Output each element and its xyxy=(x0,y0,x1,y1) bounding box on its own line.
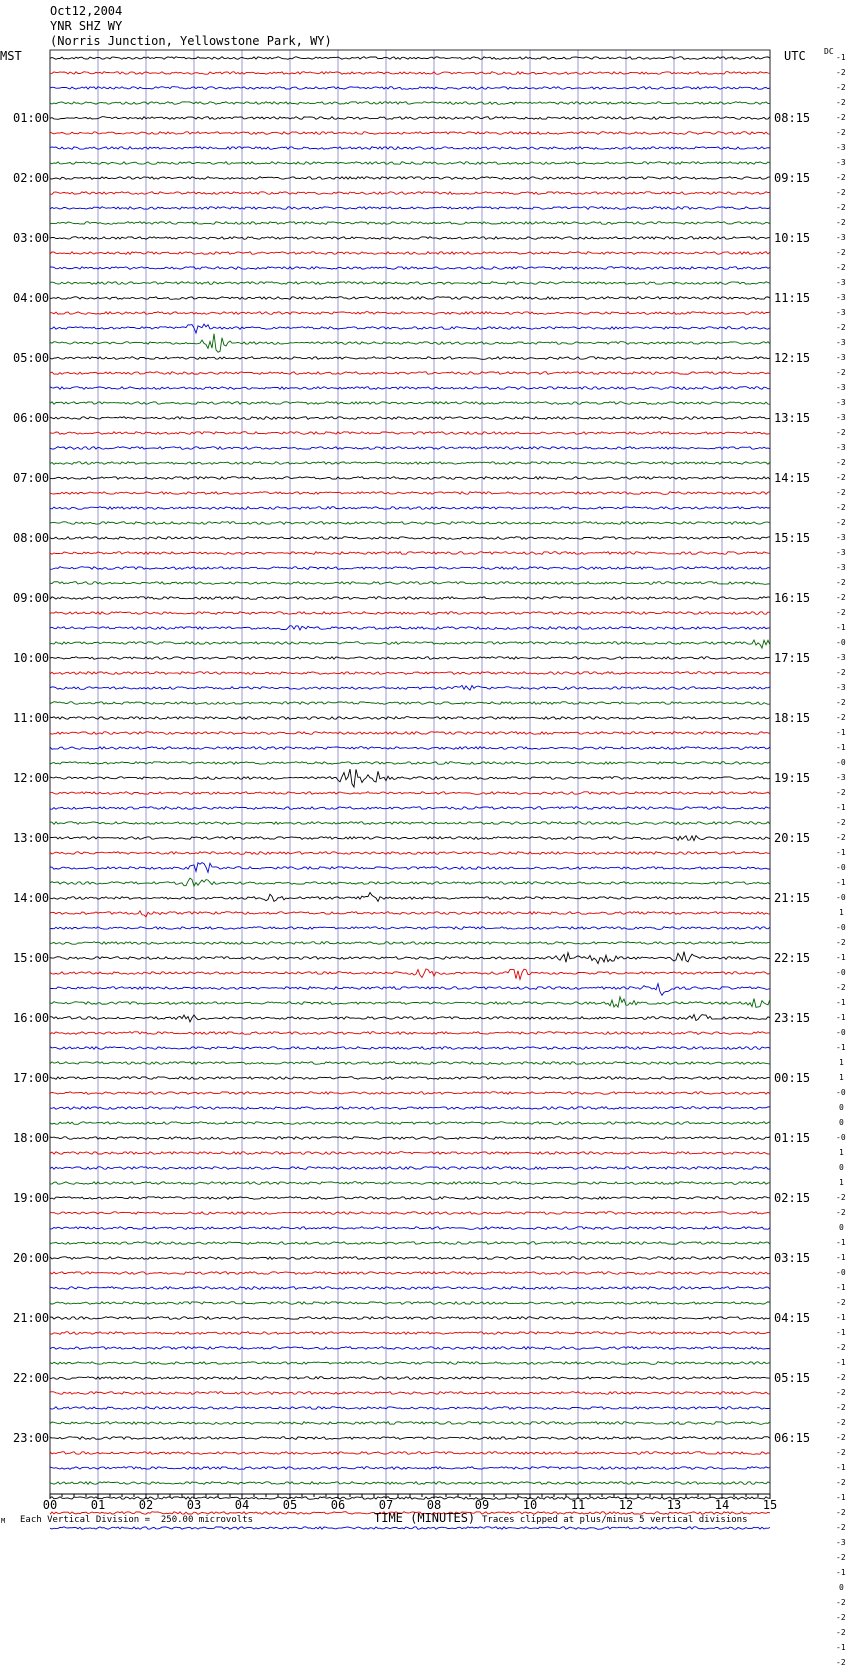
trace-22 xyxy=(50,387,770,390)
trace-50 xyxy=(50,807,770,810)
trace-46 xyxy=(50,747,770,750)
dc-offset-label: -2 xyxy=(836,1508,846,1517)
utc-hour-label: 21:15 xyxy=(774,891,811,905)
dc-offset-label: -3 xyxy=(836,653,846,662)
utc-hour-label: 03:15 xyxy=(774,1251,811,1265)
trace-41 xyxy=(50,672,770,675)
corner-mark: M xyxy=(1,1517,6,1525)
trace-38 xyxy=(50,626,770,630)
trace-14 xyxy=(50,267,770,270)
trace-65 xyxy=(50,1032,770,1035)
dc-offset-label: -3 xyxy=(836,443,846,452)
trace-16 xyxy=(50,297,770,300)
x-tick-label: 04 xyxy=(234,1498,250,1512)
trace-68 xyxy=(50,1077,770,1080)
dc-offset-label: -0 xyxy=(836,893,846,902)
x-tick-label: 15 xyxy=(762,1498,778,1512)
trace-15 xyxy=(50,282,770,285)
scale-note: Each Vertical Division = 250.00 microvolts xyxy=(20,1515,253,1525)
utc-hour-label: 20:15 xyxy=(774,831,811,845)
utc-hour-label: 12:15 xyxy=(774,351,811,365)
trace-4 xyxy=(50,117,770,120)
utc-hour-label: 02:15 xyxy=(774,1191,811,1205)
dc-offset-label: -3 xyxy=(836,413,846,422)
trace-87 xyxy=(50,1362,770,1365)
trace-12 xyxy=(50,237,770,240)
clip-note: Traces clipped at plus/minus 5 vertical divisions xyxy=(482,1515,748,1525)
minute-grid xyxy=(50,50,770,1494)
utc-hour-label: 16:15 xyxy=(774,591,811,605)
dc-offset-label: -0 xyxy=(836,968,846,977)
dc-offset-label: -2 xyxy=(836,518,846,527)
dc-offset-label: -3 xyxy=(836,398,846,407)
trace-61 xyxy=(50,969,770,980)
trace-47 xyxy=(50,762,770,765)
trace-96 xyxy=(50,1497,770,1500)
mst-hour-label: 22:00 xyxy=(13,1371,50,1385)
trace-23 xyxy=(50,402,770,405)
dc-offset-label: -0 xyxy=(836,863,846,872)
mst-hour-label: 19:00 xyxy=(13,1191,50,1205)
dc-offset-label: -3 xyxy=(836,533,846,542)
dc-offset-label: -2 xyxy=(836,473,846,482)
dc-offset-label: -2 xyxy=(836,1418,846,1427)
trace-62 xyxy=(50,984,770,996)
dc-offset-label: -0 xyxy=(836,1088,846,1097)
trace-29 xyxy=(50,492,770,495)
trace-56 xyxy=(50,893,770,902)
utc-hour-label: 04:15 xyxy=(774,1311,811,1325)
dc-offset-label: -2 xyxy=(836,1598,846,1607)
trace-98 xyxy=(50,1527,770,1530)
mst-hour-label: 16:00 xyxy=(13,1011,50,1025)
dc-offset-label: -2 xyxy=(836,368,846,377)
x-tick-label: 11 xyxy=(570,1498,586,1512)
x-tick-label: 14 xyxy=(714,1498,730,1512)
trace-73 xyxy=(50,1152,770,1155)
dc-offset-label: -1 xyxy=(836,1643,846,1652)
dc-offset-label: -1 xyxy=(836,1313,846,1322)
dc-offset-label: -3 xyxy=(836,158,846,167)
dc-offset-label: -3 xyxy=(836,233,846,242)
dc-offset-label: -1 xyxy=(836,1463,846,1472)
trace-9 xyxy=(50,192,770,195)
utc-hour-label: 23:15 xyxy=(774,1011,811,1025)
dc-offset-label: -2 xyxy=(836,713,846,722)
dc-offset-label: -2 xyxy=(836,833,846,842)
trace-53 xyxy=(50,852,770,855)
x-axis-title: TIME (MINUTES) xyxy=(374,1511,476,1525)
dc-offset-label: -2 xyxy=(836,1343,846,1352)
dc-offset-label: -2 xyxy=(836,113,846,122)
trace-13 xyxy=(50,252,770,255)
trace-19 xyxy=(50,334,770,353)
mst-hour-label: 03:00 xyxy=(13,231,50,245)
dc-offset-label: -3 xyxy=(836,338,846,347)
trace-69 xyxy=(50,1092,770,1095)
dc-offset-label: -1 xyxy=(836,1328,846,1337)
trace-27 xyxy=(50,462,770,465)
trace-45 xyxy=(50,732,770,735)
trace-89 xyxy=(50,1392,770,1395)
trace-71 xyxy=(50,1122,770,1125)
mst-hour-label: 04:00 xyxy=(13,291,50,305)
dc-offset-label: -1 xyxy=(836,623,846,632)
dc-offset-label: -1 xyxy=(836,1043,846,1052)
trace-81 xyxy=(50,1272,770,1275)
utc-hour-label: 00:15 xyxy=(774,1071,811,1085)
trace-51 xyxy=(50,822,770,825)
trace-72 xyxy=(50,1137,770,1140)
trace-42 xyxy=(50,685,770,690)
x-tick-label: 09 xyxy=(474,1498,490,1512)
dc-offset-label: -2 xyxy=(836,1523,846,1532)
dc-offset-label: -2 xyxy=(836,1553,846,1562)
dc-offset-label: -2 xyxy=(836,1298,846,1307)
dc-offset-label: -0 xyxy=(836,1028,846,1037)
trace-31 xyxy=(50,522,770,525)
trace-77 xyxy=(50,1212,770,1215)
dc-offset-label: -2 xyxy=(836,128,846,137)
x-tick-label: 02 xyxy=(138,1498,154,1512)
dc-offset-label: -2 xyxy=(836,1448,846,1457)
dc-offset-label: -2 xyxy=(836,788,846,797)
trace-92 xyxy=(50,1437,770,1440)
trace-25 xyxy=(50,432,770,435)
dc-offset-label: -1 xyxy=(836,1493,846,1502)
utc-hour-label: 17:15 xyxy=(774,651,811,665)
dc-offset-label: 1 xyxy=(839,1073,844,1082)
dc-offset-label: -1 xyxy=(836,1238,846,1247)
dc-offset-label: -2 xyxy=(836,1628,846,1637)
dc-offset-label: -2 xyxy=(836,593,846,602)
mst-hour-label: 01:00 xyxy=(13,111,50,125)
dc-offset-label: -1 xyxy=(836,728,846,737)
dc-offset-label: -2 xyxy=(836,1613,846,1622)
utc-hour-label: 08:15 xyxy=(774,111,811,125)
mst-hour-label: 09:00 xyxy=(13,591,50,605)
dc-offset-label: 1 xyxy=(839,1178,844,1187)
trace-32 xyxy=(50,537,770,540)
trace-55 xyxy=(50,878,770,886)
trace-63 xyxy=(50,997,770,1008)
trace-30 xyxy=(50,507,770,510)
x-tick-label: 05 xyxy=(282,1498,298,1512)
trace-18 xyxy=(50,324,770,333)
trace-52 xyxy=(50,836,770,841)
x-tick-label: 01 xyxy=(90,1498,106,1512)
x-tick-label: 12 xyxy=(618,1498,634,1512)
trace-84 xyxy=(50,1317,770,1320)
dc-offset-label: -2 xyxy=(836,68,846,77)
mst-label: MST xyxy=(0,49,22,63)
dc-offset-label: 1 xyxy=(839,1148,844,1157)
trace-95 xyxy=(50,1482,770,1485)
dc-offset-label: -2 xyxy=(836,1193,846,1202)
utc-hour-label: 09:15 xyxy=(774,171,811,185)
dc-offset-label: -3 xyxy=(836,773,846,782)
dc-offset-label: -3 xyxy=(836,353,846,362)
dc-offset-label: -1 xyxy=(836,743,846,752)
x-tick-label: 03 xyxy=(186,1498,202,1512)
trace-1 xyxy=(50,72,770,75)
dc-offset-label: -1 xyxy=(836,1253,846,1262)
trace-6 xyxy=(50,147,770,150)
dc-label: DC xyxy=(824,47,834,56)
trace-2 xyxy=(50,87,770,90)
utc-hour-label: 11:15 xyxy=(774,291,811,305)
utc-hour-label: 10:15 xyxy=(774,231,811,245)
utc-hour-label: 01:15 xyxy=(774,1131,811,1145)
trace-3 xyxy=(50,102,770,105)
mst-hour-label: 17:00 xyxy=(13,1071,50,1085)
trace-64 xyxy=(50,1015,770,1022)
dc-offset-label: -2 xyxy=(836,458,846,467)
dc-offset-label: -1 xyxy=(836,878,846,887)
dc-offset-label: -2 xyxy=(836,173,846,182)
utc-hour-label: 05:15 xyxy=(774,1371,811,1385)
mst-hour-label: 06:00 xyxy=(13,411,50,425)
trace-5 xyxy=(50,132,770,135)
mst-hour-label: 07:00 xyxy=(13,471,50,485)
mst-hour-label: 23:00 xyxy=(13,1431,50,1445)
trace-20 xyxy=(50,357,770,360)
dc-offset-label: -0 xyxy=(836,638,846,647)
dc-offset-label: -2 xyxy=(836,1373,846,1382)
trace-11 xyxy=(50,222,770,225)
dc-offset-label: -2 xyxy=(836,1433,846,1442)
utc-hour-label: 15:15 xyxy=(774,531,811,545)
dc-offset-label: 1 xyxy=(839,908,844,917)
dc-offset-label: -2 xyxy=(836,608,846,617)
dc-offset-label: -3 xyxy=(836,548,846,557)
utc-hour-label: 22:15 xyxy=(774,951,811,965)
dc-offset-label: -1 xyxy=(836,953,846,962)
dc-offset-label: 0 xyxy=(839,1583,844,1592)
trace-10 xyxy=(50,207,770,210)
station-location: (Norris Junction, Yellowstone Park, WY) xyxy=(50,34,332,48)
utc-label: UTC xyxy=(784,49,806,63)
trace-44 xyxy=(50,717,770,720)
mst-hour-label: 08:00 xyxy=(13,531,50,545)
plot-frame xyxy=(50,50,770,1494)
dc-offset-label: -2 xyxy=(836,983,846,992)
trace-43 xyxy=(50,702,770,705)
dc-offset-label: 1 xyxy=(839,1058,844,1067)
dc-offset-label: -2 xyxy=(836,698,846,707)
mst-hour-label: 21:00 xyxy=(13,1311,50,1325)
utc-hour-label: 14:15 xyxy=(774,471,811,485)
x-tick-label: 07 xyxy=(378,1498,394,1512)
dc-offset-label: -2 xyxy=(836,1208,846,1217)
dc-offset-label: -1 xyxy=(836,1358,846,1367)
trace-60 xyxy=(50,952,770,964)
dc-offset-label: -3 xyxy=(836,683,846,692)
utc-hour-label: 19:15 xyxy=(774,771,811,785)
dc-offset-label: -2 xyxy=(836,248,846,257)
x-tick-label: 00 xyxy=(42,1498,58,1512)
trace-75 xyxy=(50,1182,770,1185)
dc-offset-label: -1 xyxy=(836,1283,846,1292)
time-axis xyxy=(43,1494,777,1512)
utc-hour-label: 13:15 xyxy=(774,411,811,425)
trace-94 xyxy=(50,1467,770,1470)
trace-40 xyxy=(50,657,770,660)
trace-70 xyxy=(50,1107,770,1110)
dc-offset-label: -2 xyxy=(836,668,846,677)
dc-offset-label: -2 xyxy=(836,428,846,437)
trace-93 xyxy=(50,1452,770,1455)
dc-offset-label: -2 xyxy=(836,938,846,947)
dc-offset-label: -1 xyxy=(836,1568,846,1577)
dc-offset-label: -2 xyxy=(836,1388,846,1397)
mst-hour-label: 12:00 xyxy=(13,771,50,785)
dc-offset-label: -2 xyxy=(836,1478,846,1487)
dc-offset-label: -2 xyxy=(836,1658,846,1667)
dc-offset-label: 0 xyxy=(839,1223,844,1232)
trace-54 xyxy=(50,863,770,873)
dc-offset-label: -2 xyxy=(836,98,846,107)
trace-80 xyxy=(50,1257,770,1260)
dc-offset-label: -0 xyxy=(836,758,846,767)
mst-hour-label: 18:00 xyxy=(13,1131,50,1145)
trace-26 xyxy=(50,447,770,450)
trace-35 xyxy=(50,582,770,585)
dc-offset-label: -1 xyxy=(836,803,846,812)
dc-offset-label: -2 xyxy=(836,188,846,197)
trace-39 xyxy=(50,640,770,648)
dc-offset-label: -2 xyxy=(836,218,846,227)
dc-offset-label: -1 xyxy=(836,1013,846,1022)
dc-offset-label: -0 xyxy=(836,1268,846,1277)
seismic-traces xyxy=(50,57,770,1534)
mst-hour-label: 11:00 xyxy=(13,711,50,725)
trace-58 xyxy=(50,927,770,930)
trace-34 xyxy=(50,567,770,570)
trace-37 xyxy=(50,612,770,615)
trace-74 xyxy=(50,1167,770,1170)
trace-90 xyxy=(50,1407,770,1410)
record-date: Oct12,2004 xyxy=(50,4,123,18)
trace-17 xyxy=(50,312,770,315)
utc-hour-label: 06:15 xyxy=(774,1431,811,1445)
mst-hour-label: 13:00 xyxy=(13,831,50,845)
trace-57 xyxy=(50,911,770,917)
dc-offset-label: -2 xyxy=(836,503,846,512)
dc-offset-label: -3 xyxy=(836,308,846,317)
trace-59 xyxy=(50,942,770,945)
trace-33 xyxy=(50,552,770,555)
x-tick-label: 13 xyxy=(666,1498,682,1512)
trace-8 xyxy=(50,177,770,180)
dc-offset-label: -3 xyxy=(836,278,846,287)
dc-offset-label: -1 xyxy=(836,53,846,62)
dc-offset-label: -0 xyxy=(836,1133,846,1142)
dc-offset-label: -2 xyxy=(836,83,846,92)
trace-85 xyxy=(50,1332,770,1335)
x-tick-label: 10 xyxy=(522,1498,538,1512)
dc-offset-label: -2 xyxy=(836,203,846,212)
trace-88 xyxy=(50,1377,770,1380)
trace-83 xyxy=(50,1302,770,1305)
dc-offset-label: -2 xyxy=(836,578,846,587)
dc-offset-label: 0 xyxy=(839,1103,844,1112)
trace-86 xyxy=(50,1347,770,1350)
dc-offset-label: -2 xyxy=(836,323,846,332)
trace-66 xyxy=(50,1047,770,1050)
dc-offset-label: -3 xyxy=(836,1538,846,1547)
dc-offset-label: -3 xyxy=(836,383,846,392)
dc-offset-label: -2 xyxy=(836,263,846,272)
mst-hour-label: 02:00 xyxy=(13,171,50,185)
trace-21 xyxy=(50,372,770,375)
dc-offset-label: -3 xyxy=(836,293,846,302)
trace-91 xyxy=(50,1422,770,1425)
dc-offset-label: -2 xyxy=(836,1403,846,1412)
x-tick-label: 06 xyxy=(330,1498,346,1512)
mst-hour-label: 20:00 xyxy=(13,1251,50,1265)
mst-hour-label: 10:00 xyxy=(13,651,50,665)
utc-hour-label: 18:15 xyxy=(774,711,811,725)
dc-offset-label: -1 xyxy=(836,848,846,857)
dc-offset-label: -3 xyxy=(836,143,846,152)
mst-hour-label: 15:00 xyxy=(13,951,50,965)
mst-hour-label: 05:00 xyxy=(13,351,50,365)
dc-offset-label: 0 xyxy=(839,1118,844,1127)
trace-79 xyxy=(50,1242,770,1245)
trace-24 xyxy=(50,417,770,420)
x-tick-label: 08 xyxy=(426,1498,442,1512)
trace-36 xyxy=(50,597,770,600)
dc-offset-label: -0 xyxy=(836,923,846,932)
trace-78 xyxy=(50,1227,770,1230)
dc-offset-label: -2 xyxy=(836,488,846,497)
dc-offset-label: -3 xyxy=(836,563,846,572)
trace-67 xyxy=(50,1062,770,1065)
trace-48 xyxy=(50,769,770,787)
dc-offset-label: -2 xyxy=(836,818,846,827)
station-code: YNR SHZ WY xyxy=(50,19,123,33)
trace-7 xyxy=(50,162,770,165)
mst-hour-label: 14:00 xyxy=(13,891,50,905)
trace-49 xyxy=(50,792,770,795)
trace-76 xyxy=(50,1197,770,1200)
dc-offset-label: -1 xyxy=(836,998,846,1007)
trace-28 xyxy=(50,477,770,480)
trace-82 xyxy=(50,1287,770,1290)
dc-offset-label: 0 xyxy=(839,1163,844,1172)
trace-0 xyxy=(50,57,770,60)
